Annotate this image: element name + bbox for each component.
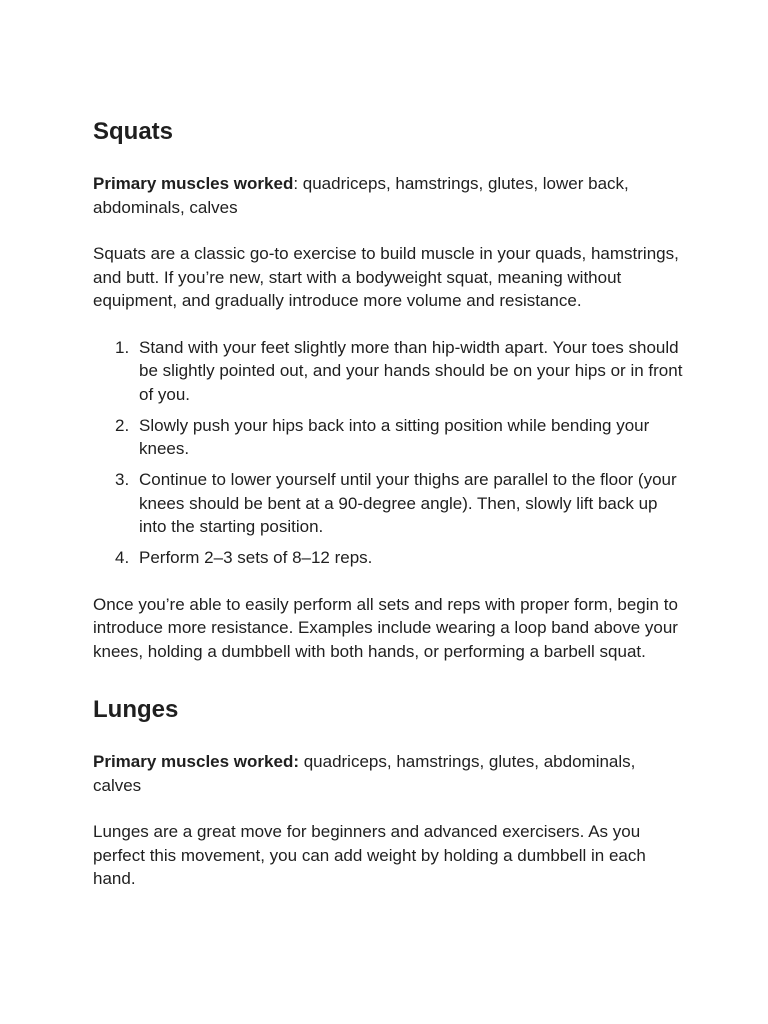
- step-text: Perform 2–3 sets of 8–12 reps.: [139, 548, 373, 567]
- list-item: [93, 336, 683, 407]
- squats-intro-paragraph: Squats are a classic go-to exercise to build muscle in your quads, hamstrings, and butt. If you’re new, start with a bodyweight squat, meaning without equipment, and gradually introduce more volume and resistance.: [93, 244, 679, 310]
- squats-steps-list: [93, 336, 683, 570]
- lunges-intro-paragraph: Lunges are a great move for beginners and advanced exercisers. As you perfect this movement, you can add weight by holding a dumbbell in each hand.: [93, 822, 646, 888]
- list-item: [93, 546, 683, 570]
- step-number: 4.: [115, 548, 130, 567]
- squats-heading: Squats: [93, 118, 174, 145]
- step-text: Slowly push your hips back into a sitting position while bending your knees.: [139, 415, 650, 458]
- step-number: 3.: [115, 470, 130, 489]
- squats-outro-paragraph: Once you’re able to easily perform all sets and reps with proper form, begin to introduce more resistance. Examples include wearing a loop band above your knees, holding a dumbbell with both hands, or performing a barbell squat.: [93, 594, 678, 661]
- step-number: 1.: [115, 337, 130, 357]
- squats-muscles-label: Primary muscles worked: [93, 174, 294, 193]
- step-number: 2.: [115, 415, 130, 435]
- article-body: [93, 116, 683, 891]
- list-item: [93, 414, 683, 461]
- lunges-heading: Lunges: [93, 696, 179, 723]
- lunges-muscles-value: quadriceps, hamstrings, glutes, abdominals, calves: [93, 752, 636, 795]
- lunges-muscles-label: Primary muscles worked:: [93, 752, 299, 771]
- squats-muscles-worked: [93, 172, 683, 219]
- squats-muscles-value: : quadriceps, hamstrings, glutes, lower back, abdominals, calves: [93, 174, 629, 217]
- lunges-muscles-worked: [93, 750, 683, 797]
- step-text: Continue to lower yourself until your thighs are parallel to the floor (your knees should be bent at a 90-degree angle). Then, slowly lift back up into the starting position.: [139, 470, 677, 536]
- step-text: Stand with your feet slightly more than hip-width apart. Your toes should be slightly pointed out, and your hands should be on your hips or in front of you.: [139, 337, 683, 404]
- list-item: [93, 468, 683, 539]
